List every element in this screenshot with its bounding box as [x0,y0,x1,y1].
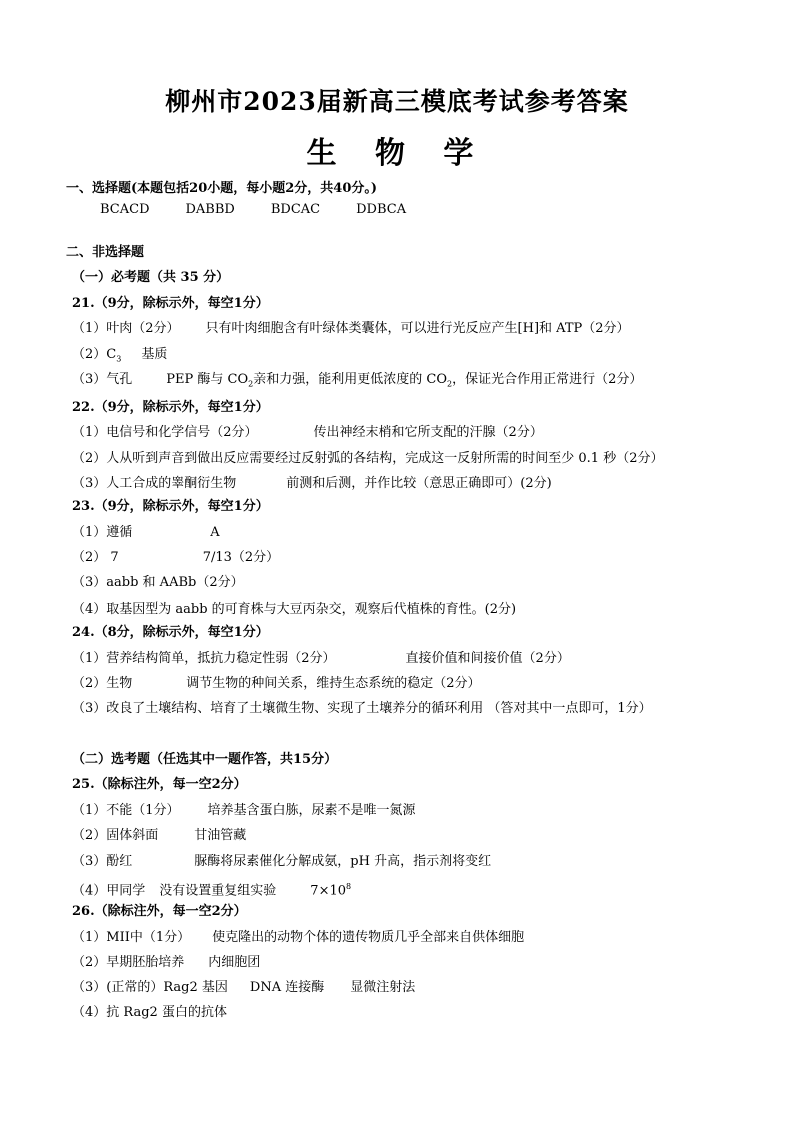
q23-2-b: 7/13（2分） [202,550,280,565]
q22-3-text: （3）人工合成的睾酮衍生物 [72,476,237,491]
q22-heading: 22.（9分，除标示外，每空1分） [72,400,269,415]
q23-1-b: A [210,525,220,540]
q21-heading: 21.（9分，除标示外，每空1分） [72,296,269,311]
q25-4-b: 没有设置重复组实验 [159,883,277,899]
choice-answer-group-1: BCACD [100,202,150,217]
q21-3-text: （3）气孔 [72,372,133,387]
q21-3-c: 亲和力强，能利用更低浓度的 CO [253,372,447,387]
q25-3-text: （3）酚红 [72,854,133,869]
q23-answer-1 [72,524,220,542]
q23-1-text: （1）遵循 [72,525,133,540]
choice-answer-group-3: BDCAC [270,202,321,217]
q26-answer-1 [72,929,524,947]
q21-3-d: ，保证光合作用正常进行（2分） [452,372,643,387]
q24-1-b: 直接价值和间接价值（2分） [405,651,570,666]
q25-1-b: 培养基含蛋白胨，尿素不是唯一氮源 [207,803,416,818]
q21-answer-2 [72,346,167,369]
q25-3-b: 脲酶将尿素催化分解成氨，pH 升高，指示剂将变红 [194,854,492,869]
q21-answer-1 [72,320,630,338]
subject-title: 生 物 学 [306,136,488,171]
q21-3-sub2: 2 [446,379,453,389]
q22-answer-1 [72,424,543,442]
q22-3-b: 前测和后测，并作比较（意思正确即可）(2分) [286,476,552,491]
q22-answer-3 [72,475,552,493]
part-required-heading: （一）必考题（共 35 分） [72,270,230,285]
q26-answer-3 [72,979,415,997]
choice-answers [100,201,406,219]
q22-1-b: 传出神经末梢和它所支配的汗腺（2分） [313,425,543,440]
q26-3-c: 显微注射法 [350,980,416,995]
q21-2-sub: 3 [116,354,122,364]
q21-answer-3 [72,371,642,394]
section2-heading: 二、非选择题 [66,245,145,260]
q21-3-b: PEP 酶与 CO [166,372,249,387]
choice-answer-group-2: DABBD [185,202,235,217]
q26-answer-2 [72,954,260,972]
q23-2-text: （2） 7 [72,550,119,565]
q26-heading: 26.（除标注外，每一空2分） [72,904,247,919]
page-title: 柳州市2023届新高三模底考试参考答案 [165,87,629,116]
q25-answer-2 [72,827,246,845]
q24-answer-3: （3）改良了土壤结构、培育了土壤微生物、实现了土壤养分的循环利用 （答对其中一点即可，1分） [72,701,652,716]
q24-1-text: （1）营养结构简单，抵抗力稳定性弱（2分） [72,651,336,666]
q21-2-text: （2）C [72,347,117,362]
q25-2-text: （2）固体斜面 [72,828,159,843]
q26-3-b: DNA 连接酶 [249,980,325,995]
q23-heading: 23.（9分，除标示外，每空1分） [72,499,269,514]
q24-answer-2 [72,675,481,693]
q21-3-sub1: 2 [248,379,254,389]
q25-answer-4 [72,878,351,900]
q23-answer-4: （4）取基因型为 aabb 的可育株与大豆丙杂交，观察后代植株的育性。(2分) [72,602,517,617]
q24-2-b: 调节生物的种间关系，维持生态系统的稳定（2分） [186,676,481,691]
q23-answer-3: （3）aabb 和 AABb（2分） [72,575,244,590]
q25-2-b: 甘油管藏 [194,828,247,843]
q22-answer-2: （2）人从听到声音到做出反应需要经过反射弧的各结构，完成这一反射所需的时间至少 0.1 秒（2分） [72,451,664,466]
q25-4-text: （4）甲同学 [72,883,146,899]
q23-answer-2 [72,549,279,567]
q24-2-text: （2）生物 [72,676,133,691]
q25-4-sup: 8 [346,882,352,891]
q26-2-text: （2）早期胚胎培养 [72,955,185,970]
q26-2-b: 内细胞团 [208,955,261,970]
q24-heading: 24.（8分，除标示外，每空1分） [72,625,269,640]
q26-3-text: （3）(正常的）Rag2 基因 [72,980,228,995]
q21-1-text: （1）叶肉（2分） [72,321,180,336]
q21-1-explain: 只有叶肉细胞含有叶绿体类囊体，可以进行光反应产生[H]和 ATP（2分） [205,321,630,336]
choice-answer-group-4: DDBCA [356,202,407,217]
q25-heading: 25.（除标注外，每一空2分） [72,777,247,792]
q25-answer-1 [72,802,416,820]
q21-2-text-b: 基质 [141,347,168,362]
section1-heading: 一、选择题(本题包括20小题，每小题2分，共40分。) [66,181,378,196]
q26-answer-4: （4）抗 Rag2 蛋白的抗体 [72,1005,227,1020]
q25-4-c: 7×10 [310,883,347,899]
q22-1-text: （1）电信号和化学信号（2分） [72,425,258,440]
part-elective-heading: （二）选考题（任选其中一题作答，共15分） [72,752,338,767]
q25-answer-3 [72,853,491,871]
q26-1-b: 使克隆出的动物个体的遗传物质几乎全部来自供体细胞 [212,930,525,945]
q25-1-text: （1）不能（1分） [72,803,180,818]
q24-answer-1 [72,650,570,668]
q26-1-text: （1）MII中（1分） [72,930,191,945]
